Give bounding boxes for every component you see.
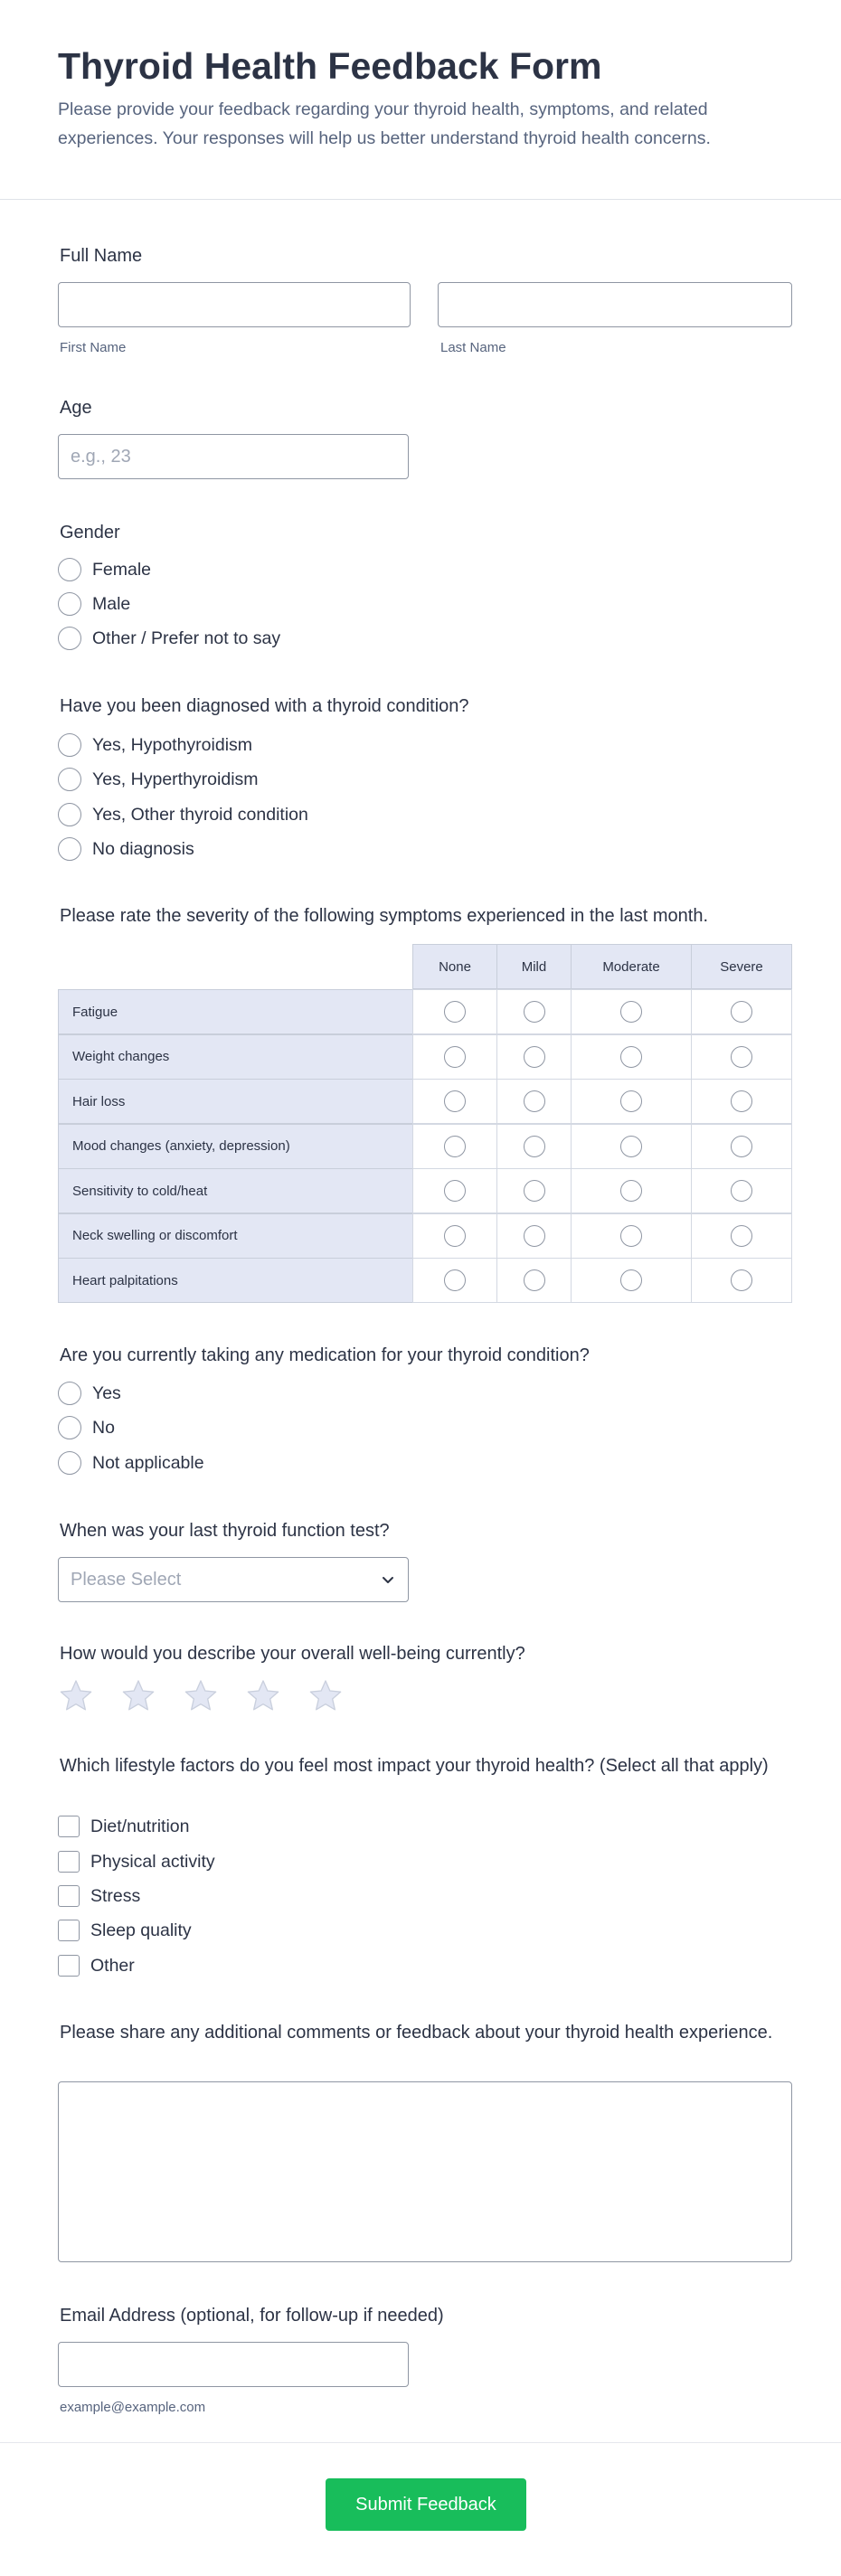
matrix-radio[interactable] xyxy=(444,1046,466,1068)
form-description: Please provide your feedback regarding your thyroid health, symptoms, and related experiences. Your responses will help us better understand thyroid health concerns. xyxy=(58,99,711,148)
diagnosis-option-label: Yes, Hypothyroidism xyxy=(92,734,253,755)
matrix-radio[interactable] xyxy=(620,1136,642,1157)
footer-divider xyxy=(0,2442,841,2443)
matrix-radio[interactable] xyxy=(524,1269,545,1291)
matrix-radio[interactable] xyxy=(731,1046,752,1068)
lifestyle-option-stress[interactable] xyxy=(58,1883,140,1909)
matrix-cell xyxy=(571,989,692,1034)
matrix-column-header: Mild xyxy=(496,944,572,989)
radio-circle[interactable] xyxy=(58,592,81,616)
last-test-dropdown[interactable] xyxy=(58,1557,409,1602)
matrix-cell xyxy=(412,1079,497,1124)
diagnosis-label: Have you been diagnosed with a thyroid condition? xyxy=(60,696,469,716)
email-input[interactable] xyxy=(59,2343,408,2386)
matrix-radio[interactable] xyxy=(524,1090,545,1112)
diagnosis-option-label: Yes, Hyperthyroidism xyxy=(92,769,259,789)
radio-circle[interactable] xyxy=(58,1416,81,1439)
checkbox[interactable] xyxy=(58,1816,80,1837)
dropdown-placeholder: Please Select xyxy=(71,1569,182,1590)
medication-option-yes[interactable] xyxy=(58,1381,121,1406)
diagnosis-option-hyperthyroidism[interactable] xyxy=(58,767,259,792)
email-field[interactable] xyxy=(58,2342,409,2387)
radio-circle[interactable] xyxy=(58,558,81,581)
medication-option-no[interactable] xyxy=(58,1415,115,1440)
gender-option-label: Male xyxy=(92,593,131,614)
matrix-cell xyxy=(571,1258,692,1303)
checkbox[interactable] xyxy=(58,1851,80,1873)
radio-circle[interactable] xyxy=(58,837,81,861)
matrix-radio[interactable] xyxy=(524,1225,545,1247)
wellbeing-label: How would you describe your overall well-being currently? xyxy=(60,1644,525,1664)
matrix-radio[interactable] xyxy=(620,1046,642,1068)
comments-textarea[interactable] xyxy=(59,2082,791,2261)
form-header xyxy=(0,0,841,200)
matrix-radio[interactable] xyxy=(524,1001,545,1023)
matrix-row-label: Mood changes (anxiety, depression) xyxy=(58,1124,413,1169)
matrix-radio[interactable] xyxy=(620,1001,642,1023)
matrix-radio[interactable] xyxy=(731,1269,752,1291)
star-icon[interactable] xyxy=(120,1678,156,1714)
matrix-row-label: Heart palpitations xyxy=(58,1258,413,1303)
last-name-field[interactable] xyxy=(438,282,792,327)
full-name-label: Full Name xyxy=(60,246,143,266)
matrix-cell xyxy=(691,1168,792,1213)
comments-label: Please share any additional comments or feedback about your thyroid health experience. xyxy=(60,2023,773,2043)
age-input[interactable] xyxy=(59,435,408,478)
matrix-radio[interactable] xyxy=(731,1180,752,1202)
diagnosis-option-label: Yes, Other thyroid condition xyxy=(92,804,308,825)
matrix-radio[interactable] xyxy=(524,1136,545,1157)
email-sublabel: example@example.com xyxy=(60,2400,206,2415)
age-label: Age xyxy=(60,398,92,418)
submit-button[interactable]: Submit Feedback xyxy=(326,2478,526,2531)
matrix-cell xyxy=(412,989,497,1034)
matrix-radio[interactable] xyxy=(620,1180,642,1202)
matrix-column-header: Moderate xyxy=(571,944,692,989)
matrix-cell xyxy=(496,1213,572,1259)
radio-circle[interactable] xyxy=(58,1382,81,1405)
matrix-radio[interactable] xyxy=(731,1136,752,1157)
matrix-radio[interactable] xyxy=(620,1269,642,1291)
radio-circle[interactable] xyxy=(58,803,81,826)
checkbox[interactable] xyxy=(58,1920,80,1941)
matrix-cell xyxy=(496,1168,572,1213)
star-icon[interactable] xyxy=(245,1678,281,1714)
matrix-radio[interactable] xyxy=(620,1225,642,1247)
matrix-radio[interactable] xyxy=(444,1269,466,1291)
matrix-cell xyxy=(496,1124,572,1169)
symptoms-label: Please rate the severity of the following symptoms experienced in the last month. xyxy=(60,906,709,926)
medication-option-label: Not applicable xyxy=(92,1452,204,1473)
matrix-row-label: Sensitivity to cold/heat xyxy=(58,1168,413,1213)
matrix-cell xyxy=(496,1258,572,1303)
matrix-radio[interactable] xyxy=(444,1225,466,1247)
medication-label: Are you currently taking any medication for your thyroid condition? xyxy=(60,1345,590,1365)
lifestyle-option-label: Sleep quality xyxy=(90,1920,192,1940)
matrix-cell xyxy=(412,1168,497,1213)
matrix-column-header: Severe xyxy=(691,944,792,989)
comments-field[interactable] xyxy=(58,2081,792,2262)
gender-option-label: Female xyxy=(92,559,152,580)
matrix-cell xyxy=(571,1168,692,1213)
gender-option-other[interactable] xyxy=(58,626,280,651)
matrix-cell xyxy=(691,989,792,1034)
medication-option-label: No xyxy=(92,1417,115,1438)
matrix-cell xyxy=(412,1124,497,1169)
matrix-radio[interactable] xyxy=(524,1046,545,1068)
matrix-cell xyxy=(691,1213,792,1259)
matrix-radio[interactable] xyxy=(444,1136,466,1157)
age-field[interactable] xyxy=(58,434,409,479)
lifestyle-option-sleep[interactable] xyxy=(58,1918,192,1943)
matrix-row-label: Hair loss xyxy=(58,1079,413,1124)
gender-label: Gender xyxy=(60,523,120,543)
diagnosis-option-none[interactable] xyxy=(58,836,194,862)
matrix-cell xyxy=(571,1079,692,1124)
star-icon[interactable] xyxy=(307,1678,344,1714)
matrix-radio[interactable] xyxy=(444,1001,466,1023)
gender-option-label: Other / Prefer not to say xyxy=(92,627,281,648)
email-label: Email Address (optional, for follow-up if needed) xyxy=(60,2306,444,2326)
diagnosis-option-other[interactable] xyxy=(58,802,308,827)
lifestyle-label: Which lifestyle factors do you feel most impact your thyroid health? (Select all that apply) xyxy=(60,1756,769,1776)
medication-option-not-applicable[interactable] xyxy=(58,1450,204,1476)
last-name-sublabel: Last Name xyxy=(440,340,506,355)
last-test-label: When was your last thyroid function test? xyxy=(60,1521,390,1541)
matrix-row-label: Neck swelling or discomfort xyxy=(58,1213,413,1259)
lifestyle-option-label: Stress xyxy=(90,1885,141,1906)
matrix-radio[interactable] xyxy=(444,1180,466,1202)
diagnosis-option-hypothyroidism[interactable] xyxy=(58,732,252,758)
radio-circle[interactable] xyxy=(58,627,81,650)
lifestyle-option-label: Other xyxy=(90,1955,135,1976)
checkbox[interactable] xyxy=(58,1955,80,1977)
chevron-down-icon xyxy=(379,1571,397,1589)
matrix-cell xyxy=(571,1034,692,1080)
matrix-cell xyxy=(412,1258,497,1303)
matrix-cell xyxy=(691,1034,792,1080)
matrix-cell xyxy=(691,1124,792,1169)
matrix-radio[interactable] xyxy=(620,1090,642,1112)
matrix-cell xyxy=(496,1034,572,1080)
star-icon[interactable] xyxy=(183,1678,219,1714)
matrix-radio[interactable] xyxy=(731,1225,752,1247)
first-name-input[interactable] xyxy=(59,283,410,326)
matrix-column-header: None xyxy=(412,944,497,989)
lifestyle-option-physical-activity[interactable] xyxy=(58,1849,215,1874)
matrix-radio[interactable] xyxy=(444,1090,466,1112)
matrix-cell xyxy=(412,1213,497,1259)
star-rating xyxy=(58,1678,370,1714)
matrix-radio[interactable] xyxy=(731,1090,752,1112)
last-name-input[interactable] xyxy=(439,283,791,326)
matrix-cell xyxy=(691,1079,792,1124)
matrix-cell xyxy=(691,1258,792,1303)
radio-circle[interactable] xyxy=(58,1451,81,1475)
matrix-cell xyxy=(412,1034,497,1080)
matrix-cell xyxy=(571,1124,692,1169)
matrix-radio[interactable] xyxy=(524,1180,545,1202)
matrix-radio[interactable] xyxy=(731,1001,752,1023)
matrix-row-label: Fatigue xyxy=(58,989,413,1034)
gender-option-female[interactable] xyxy=(58,557,151,582)
lifestyle-option-label: Diet/nutrition xyxy=(90,1816,190,1836)
checkbox[interactable] xyxy=(58,1885,80,1907)
lifestyle-option-other[interactable] xyxy=(58,1953,135,1978)
lifestyle-option-diet[interactable] xyxy=(58,1814,189,1839)
first-name-sublabel: First Name xyxy=(60,340,127,355)
radio-circle[interactable] xyxy=(58,768,81,791)
form-title: Thyroid Health Feedback Form xyxy=(58,45,602,87)
medication-option-label: Yes xyxy=(92,1382,121,1403)
star-icon[interactable] xyxy=(58,1678,94,1714)
matrix-row-label: Weight changes xyxy=(58,1034,413,1080)
gender-option-male[interactable] xyxy=(58,591,130,617)
diagnosis-option-label: No diagnosis xyxy=(92,838,194,859)
lifestyle-option-label: Physical activity xyxy=(90,1851,215,1872)
first-name-field[interactable] xyxy=(58,282,411,327)
matrix-cell xyxy=(496,989,572,1034)
matrix-cell xyxy=(571,1213,692,1259)
matrix-cell xyxy=(496,1079,572,1124)
radio-circle[interactable] xyxy=(58,733,81,757)
